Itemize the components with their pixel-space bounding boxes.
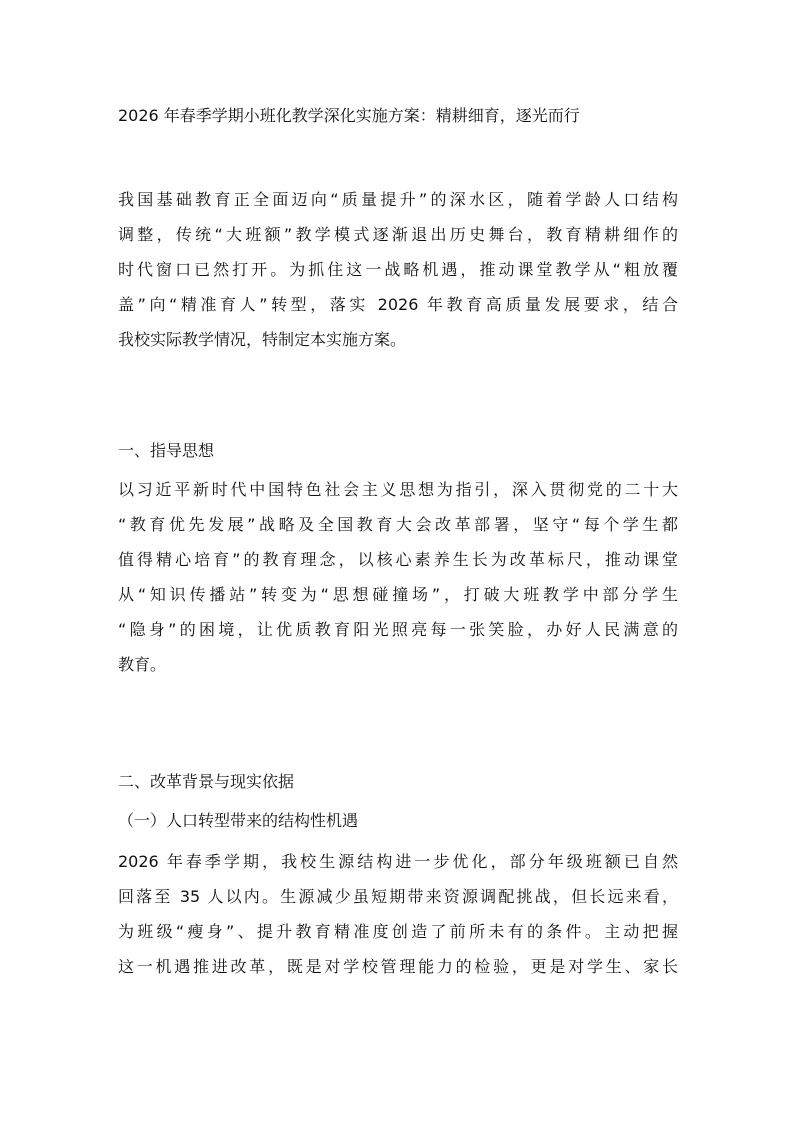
paragraph-line: 以习近平新时代中国特色社会主义思想为指引，深入贯彻党的二十大	[118, 480, 678, 499]
paragraph-line: 值得精心培育”的教育理念，以核心素养生长为改革标尺，推动课堂	[118, 550, 678, 569]
paragraph-line: “教育优先发展”战略及全国教育大会改革部署，坚守“每个学生都	[118, 515, 678, 534]
intro-line: 我校实际教学情况，特制定本实施方案。	[118, 330, 407, 349]
document-title: 2026 年春季学期小班化教学深化实施方案：精耕细育，逐光而行	[118, 106, 580, 125]
paragraph-line: “隐身”的困境，让优质教育阳光照亮每一张笑脸，办好人民满意的	[118, 620, 678, 639]
paragraph-line: 教育。	[118, 655, 167, 674]
intro-line: 时代窗口已然打开。为抓住这一战略机遇，推动课堂教学从“粗放覆	[118, 260, 678, 279]
section-heading-guiding-ideology: 一、指导思想	[118, 441, 215, 460]
subsection-heading: （一）人口转型带来的结构性机遇	[118, 811, 359, 830]
paragraph-line: 回落至 35 人以内。生源减少虽短期带来资源调配挑战，但长远来看，	[118, 887, 678, 906]
paragraph-line: 2026 年春季学期，我校生源结构进一步优化，部分年级班额已自然	[118, 852, 678, 871]
section-heading-reform-background: 二、改革背景与现实依据	[118, 772, 295, 791]
intro-line: 盖”向“精准育人”转型，落实 2026 年教育高质量发展要求，结合	[118, 295, 678, 314]
paragraph-line: 为班级“瘦身”、提升教育精准度创造了前所未有的条件。主动把握	[118, 922, 678, 941]
intro-line: 我国基础教育正全面迈向“质量提升”的深水区，随着学龄人口结构	[118, 190, 678, 209]
paragraph-line: 从“知识传播站”转变为“思想碰撞场”，打破大班教学中部分学生	[118, 585, 678, 604]
intro-line: 调整，传统“大班额”教学模式逐渐退出历史舞台，教育精耕细作的	[118, 225, 678, 244]
paragraph-line: 这一机遇推进改革，既是对学校管理能力的检验，更是对学生、家长	[118, 957, 678, 976]
